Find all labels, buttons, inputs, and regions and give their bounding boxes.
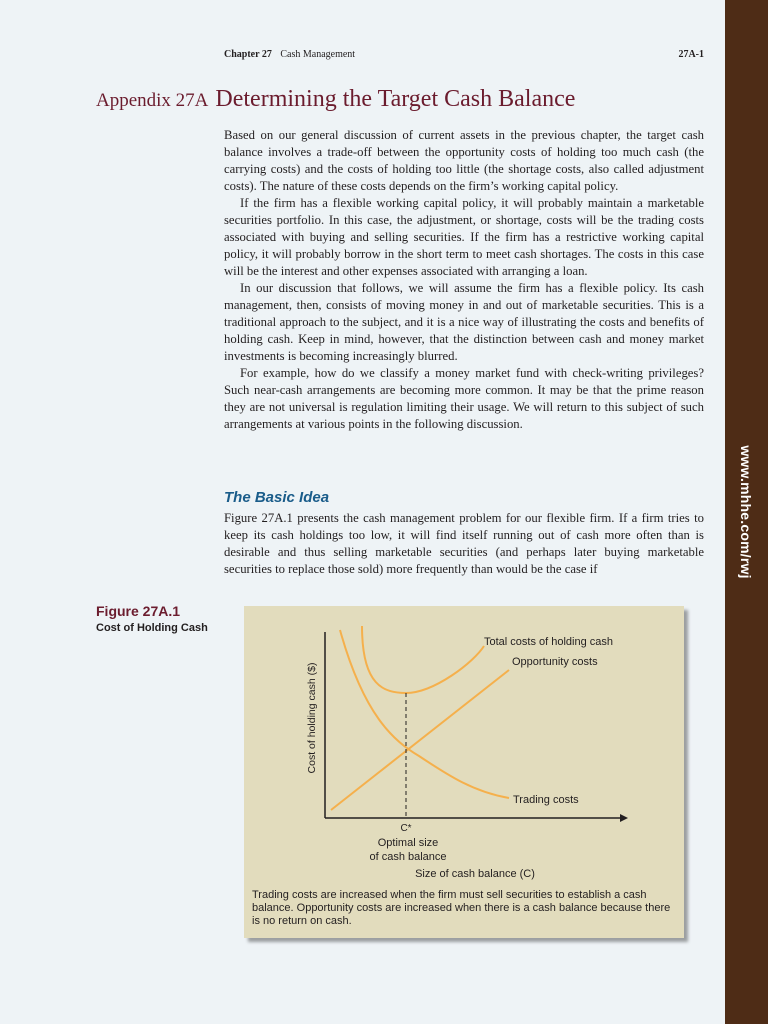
total-cost-curve [362,626,484,693]
x-axis-label: Size of cash balance (C) [415,868,535,880]
website-url[interactable]: www.mhhe.com/rwj [738,445,754,579]
chapter-title: Cash Management [280,49,356,60]
appendix-label: Appendix 27A [96,90,209,111]
page-number: 27A-1 [678,49,704,60]
optimal-marker-label: C* [400,823,412,834]
figure-label: Figure 27A.1 [96,603,181,619]
section-heading: The Basic Idea [224,489,330,506]
appendix-heading [96,86,575,113]
optimal-description-line1: Optimal size [377,837,439,849]
appendix-title: Determining the Target Cash Balance [215,86,576,112]
series-label-total: Total costs of holding cash [484,636,614,648]
section-body [224,510,704,578]
paragraph: Figure 27A.1 presents the cash management problem for our flexible firm. If a firm tries to keep its cash holdings too low, it will find itself running out of cash more often than is desirable and thus selling marketable securities (and perhaps later buying marketable securities to replace those sold) more frequently than would be the case if [224,511,704,576]
paragraph: If the firm has a flexible working capital policy, it will probably maintain a marketable securities portfolio. In this case, the adjustment, or shortage, costs will be the trading costs associated with buying and selling securities. If the firm has a restrictive working capital policy, it will probably borrow in the short term to meet cash shortages. The costs in this case will be the interest and other expenses associated with arranging a loan. [224,196,704,278]
x-axis-arrow [620,814,628,822]
paragraph: In our discussion that follows, we will assume the firm has a flexible policy. Its cash management, then, consists of moving money in and out of marketable securities. This is a traditional approach to the subject, and it is a nice way of illustrating the costs and benefits of holding cash. Keep in mind, however, that the distinction between cash and money market investments is becoming increasingly blurred. [224,281,704,363]
optimal-description-line2: of cash balance [369,851,447,863]
chapter-number: Chapter 27 [224,49,272,60]
figure-caption: Trading costs are increased when the firm must sell securities to establish a cash balance. Opportunity costs are increased when there is a cash balance because there is no return on cash. [252,889,671,927]
y-axis-label: Cost of holding cash ($) [306,662,318,774]
series-label-opportunity: Opportunity costs [512,656,598,668]
series-label-trading: Trading costs [513,794,579,806]
running-head [224,49,704,60]
intro-body [224,127,704,433]
figure-title: Cost of Holding Cash [96,622,208,634]
figure-box [244,606,684,938]
paragraph: For example, how do we classify a money market fund with check-writing privileges? Such near-cash arrangements are becoming more common. It may be that the prime reason they are not universal is regulation limiting their usage. We will return to this subject of such arrangements at various points in the following discussion. [224,366,704,431]
paragraph: Based on our general discussion of current assets in the previous chapter, the target cash balance involves a trade-off between the opportunity costs of holding too much cash (the carrying costs) and the costs of holding too little (the shortage costs, also called adjustment costs). The nature of these costs depends on the firm’s working capital policy. [224,128,704,193]
